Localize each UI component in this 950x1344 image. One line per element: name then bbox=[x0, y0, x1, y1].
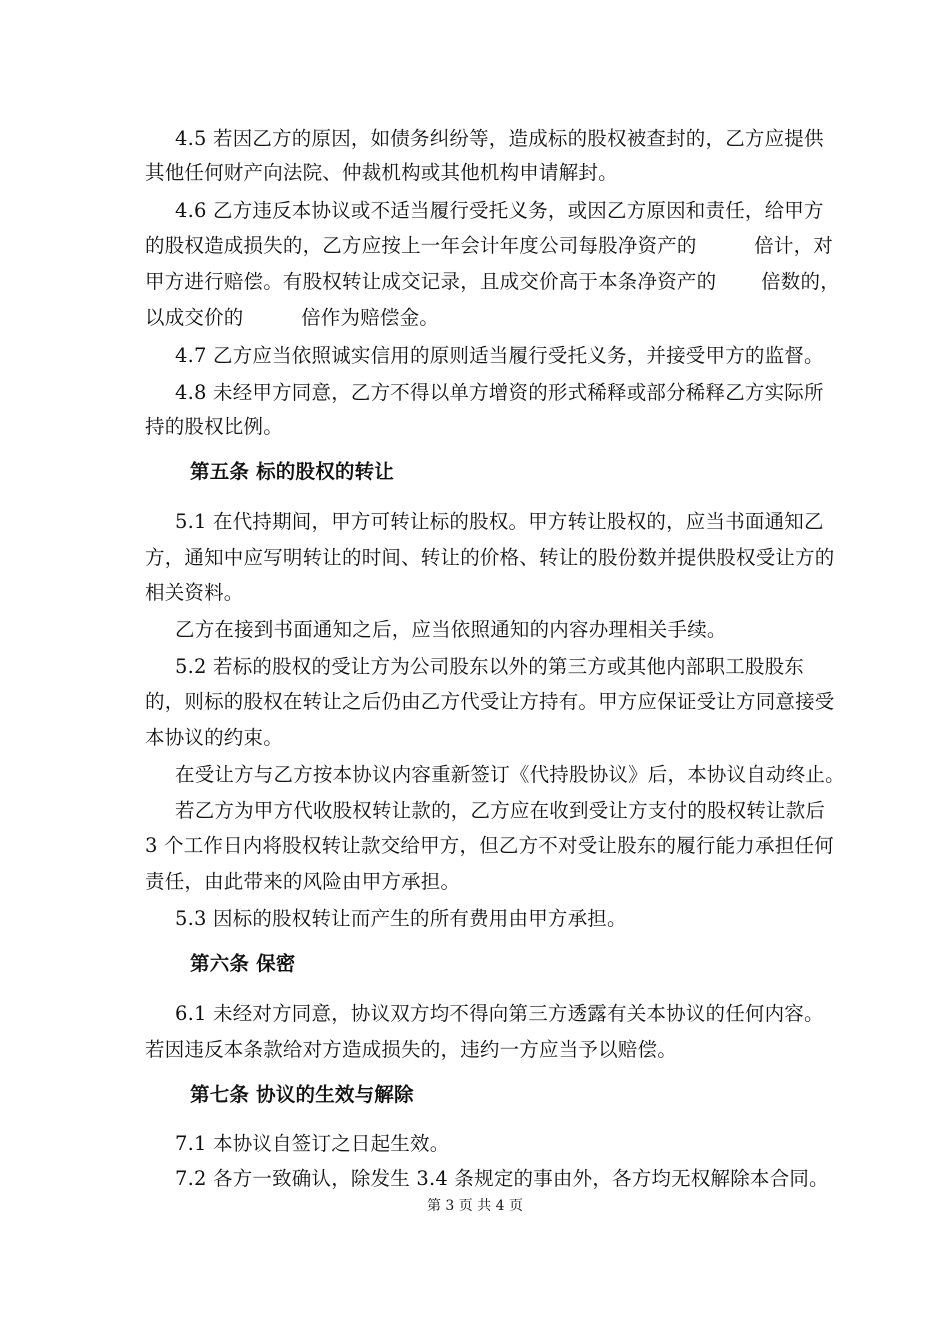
clause-5-3-line-1: 5.3 因标的股权转让而产生的所有费用由甲方承担。 bbox=[175, 907, 627, 930]
clause-6-1-line-1: 6.1 未经对方同意，协议双方均不得向第三方透露有关本协议的任何内容。 bbox=[175, 1002, 824, 1025]
clause-7-2-line-1: 7.2 各方一致确认，除发生 3.4 条规定的事由外，各方均无权解除本合同。 bbox=[175, 1167, 829, 1190]
clause-4-6-line-1: 4.6 乙方违反本协议或不适当履行受托义务，或因乙方原因和责任，给甲方 bbox=[175, 199, 824, 222]
clause-4-8-line-1: 4.8 未经甲方同意，乙方不得以单方增资的形式稀释或部分稀释乙方实际所 bbox=[175, 381, 824, 404]
clause-5-2-line-5: 若乙方为甲方代收股权转让款的，乙方应在收到受让方支付的股权转让款后 bbox=[175, 799, 826, 822]
clause-4-7-line-1: 4.7 乙方应当依照诚实信用的原则适当履行受托义务，并接受甲方的监督。 bbox=[175, 344, 824, 367]
clause-5-2-line-4: 在受让方与乙方按本协议内容重新签订《代持股协议》后，本协议自动终止。 bbox=[175, 763, 845, 786]
clause-4-6-line-3: 甲方进行赔偿。有股权转让成交记录，且成交价高于本条净资产的 倍数的， bbox=[145, 270, 840, 293]
article-5-heading: 第五条 标的股权的转让 bbox=[190, 460, 394, 483]
article-6-heading: 第六条 保密 bbox=[190, 952, 296, 975]
clause-5-2-line-7: 责任，由此带来的风险由甲方承担。 bbox=[145, 870, 461, 893]
clause-5-2-line-6: 3 个工作日内将股权转让款交给甲方，但乙方不对受让股东的履行能力承担任何 bbox=[145, 834, 834, 857]
clause-5-2-line-1: 5.2 若标的股权的受让方为公司股东以外的第三方或其他内部职工股股东 bbox=[175, 655, 805, 678]
page-number-footer: 第 3 页 共 4 页 bbox=[426, 1198, 524, 1214]
clause-7-1-line-1: 7.1 本协议自签订之日起生效。 bbox=[175, 1132, 450, 1155]
clause-4-5-line-1: 4.5 若因乙方的原因，如债务纠纷等，造成标的股权被查封的，乙方应提供 bbox=[175, 127, 824, 150]
clause-4-5-line-2: 其他任何财产向法院、仲裁机构或其他机构申请解封。 bbox=[145, 161, 618, 184]
clause-5-2-line-3: 本协议的约束。 bbox=[145, 726, 283, 749]
clause-5-1-line-4: 乙方在接到书面通知之后，应当依照通知的内容办理相关手续。 bbox=[175, 618, 727, 641]
clause-5-1-line-1: 5.1 在代持期间，甲方可转让标的股权。甲方转让股权的，应当书面通知乙 bbox=[175, 510, 824, 533]
clause-4-6-line-2: 的股权造成损失的，乙方应按上一年会计年度公司每股净资产的 倍计，对 bbox=[145, 234, 833, 257]
article-7-heading: 第七条 协议的生效与解除 bbox=[190, 1083, 414, 1106]
clause-4-8-line-2: 持的股权比例。 bbox=[145, 415, 283, 438]
clause-5-2-line-2: 的，则标的股权在转让之后仍由乙方代受让方持有。甲方应保证受让方同意接受 bbox=[145, 690, 835, 713]
clause-6-1-line-2: 若因违反本条款给对方造成损失的，违约一方应当予以赔偿。 bbox=[145, 1038, 677, 1061]
clause-4-6-line-4: 以成交价的 倍作为赔偿金。 bbox=[145, 306, 439, 329]
clause-5-1-line-2: 方，通知中应写明转让的时间、转让的价格、转让的股份数并提供股权受让方的 bbox=[145, 546, 835, 569]
clause-5-1-line-3: 相关资料。 bbox=[145, 581, 244, 604]
